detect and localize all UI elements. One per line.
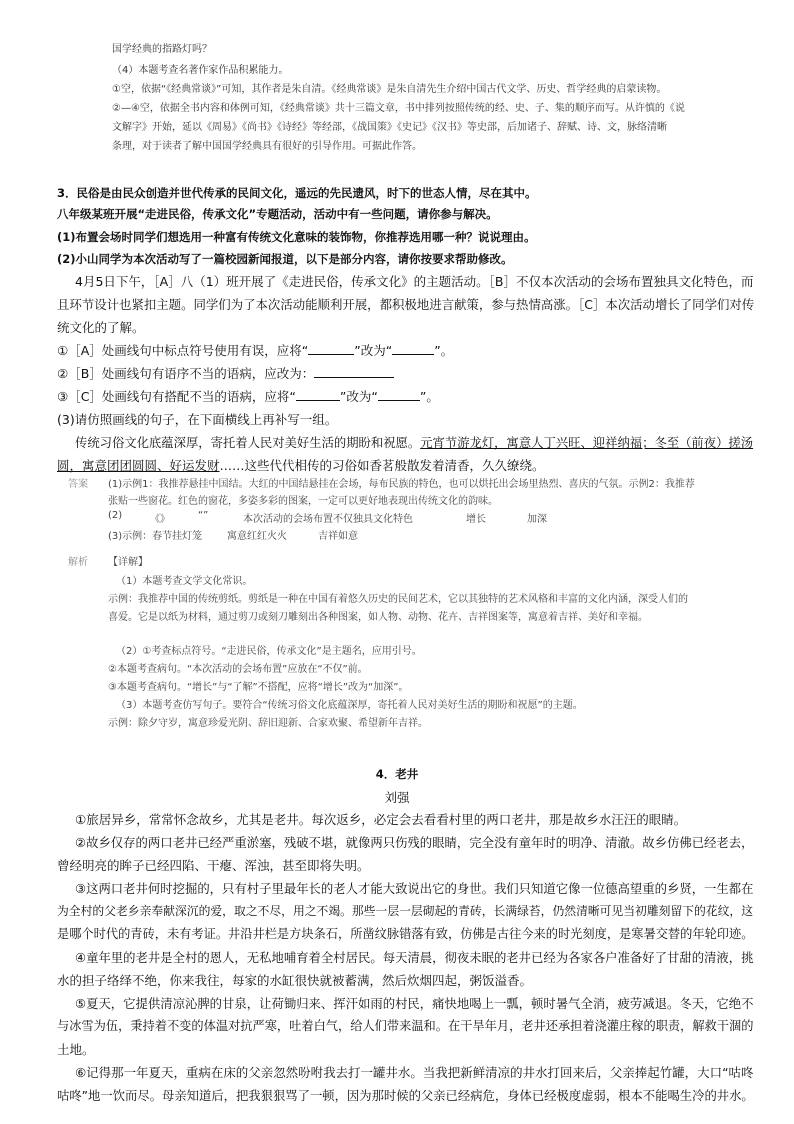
sub-question: (1)布置会场时同学们想选用一种富有传统文化意味的装饰物，你推荐选用哪一种？说说理由。 <box>57 230 536 244</box>
sub-question: (3)请仿照画线的句子，在下面横线上再补写一组。 <box>57 412 338 427</box>
analysis-line: 喜爱。它是以纸为材料，通过剪刀或刻刀雕刻出各种图案，如人物、动物、花卉、吉祥图案等，寓意着吉祥、美好和幸福。 <box>108 612 648 623</box>
text-line: ①空，依据“《经典常谈》”可知，其作者是朱自清。《经典常谈》是朱自清先生介绍中国古代文学、历史、哲学经典的启蒙读物。 <box>112 84 667 95</box>
paragraph-line: ②故乡仅存的两口老井已经严重淤塞，残破不堪，就像两只伤残的眼睛，完全没有童年时的明净、清澈。故乡仿佛已经老去， <box>75 836 754 850</box>
passage-text: ……这些代代相传的习俗如香茗般散发着清香，久久缭绕。 <box>219 458 545 473</box>
question-text: ②［B］处画线句有语序不当的语病，应改为： <box>57 366 315 381</box>
question-text: ”。 <box>434 343 454 358</box>
passage-text: 传统习俗文化底蕴深厚，寄托着人民对美好生活的期盼和祝愿。 <box>75 436 421 450</box>
text-line: 文解字》开始，延以《周易》《尚书》《诗经》等经部，《战国策》《史记》《汉书》等史部，后加诸子、辞赋、诗、文，脉络清晰 <box>112 122 667 133</box>
article-title: 4．老井 <box>375 767 419 781</box>
analysis-label: 解析 <box>68 557 88 568</box>
underlined-text: 圆，寓意团团圆圆、好运发财 <box>57 458 220 473</box>
passage-line: 4月5日下午，［A］八（1）班开展了《走进民俗，传承文化》的主题活动。［B］不仅本次活动的会场布置独具文化特色，而 <box>75 274 754 289</box>
fill-blank-question <box>57 341 453 359</box>
analysis-line: 示例：除夕守岁，寓意珍爱光阴、辞旧迎新、合家欢聚、希望新年吉祥。 <box>108 718 428 729</box>
paragraph-line: 与冰雪为伍，秉持着不变的体温对抗严寒，吐着白气，给人们带来温和。在干旱年月，老井还承担着浇灌庄稼的职责，解救干涸的 <box>57 1019 754 1033</box>
fill-blank-question <box>57 364 394 382</box>
passage-line <box>57 456 545 474</box>
paragraph-line: 为全村的父老乡亲奉献深沉的爱，取之不尽，用之不竭。那些一层一层砌起的青砖，长满绿苔，仍然清晰可见当初雕刻留下的花纹，这 <box>57 904 754 918</box>
answer-line: 寓意红红火火 <box>227 531 287 542</box>
paragraph-line: 曾经明亮的眸子已经四陷、干瘪、浑浊，甚至即将失明。 <box>57 858 370 873</box>
analysis-line: ②本题考查病句。“本次活动的会场布置”应放在“不仅”前。 <box>108 664 368 675</box>
analysis-line: 【详解】 <box>108 557 148 568</box>
answer-blank[interactable] <box>378 389 420 401</box>
paragraph-line: 是哪个时代的青砖，未有考证。井沿井栏是方块条石，所凿纹脉错落有致，仿佛是古往今来的时光刻度，是寒暑交替的年轮印迹。 <box>57 927 754 941</box>
paragraph-line: ①旅居异乡，常常怀念故乡，尤其是老井。每次返乡，必定会去看看村里的两口老井，那是故乡水汪汪的眼睛。 <box>75 812 687 827</box>
paragraph-line: 水的担子络绎不绝，你来我往，每家的水缸很快就被蓄满，然后炊烟四起，粥饭溢香。 <box>57 973 533 988</box>
answer-blank[interactable] <box>392 343 434 355</box>
answer-line: 吉祥如意 <box>318 531 358 542</box>
answer-blank[interactable] <box>314 366 394 378</box>
sub-question: (2)小山同学为本次活动写了一篇校园新闻报道，以下是部分内容，请你按要求帮助修改。 <box>57 252 513 266</box>
text-line: ②—④空，依据全书内容和体例可知，《经典常谈》共十三篇文章，书中排列按照传统的经、史、子、集的顺序而写。从许慎的《说 <box>112 103 685 114</box>
underlined-text: 元宵节游龙灯，寓意人丁兴旺、迎祥纳福；冬至（前夜）搓汤 <box>420 436 754 450</box>
answer-blank[interactable] <box>296 389 340 401</box>
text-line: 国学经典的指路灯吗？ <box>112 44 212 55</box>
answer-line: 加深 <box>527 514 547 525</box>
paragraph-line: 咕咚”地一饮而尽。母亲知道后，把我狠狠骂了一顿，因为那时候的父亲已经病危，身体已经极度虚弱，根本不能喝生冷的井水。 <box>57 1089 754 1103</box>
article-author: 刘强 <box>384 790 410 805</box>
question-stem: 3．民俗是由民众创造并世代传承的民间文化，遥远的先民遗风，时下的世态人情，尽在其中。 <box>57 186 537 200</box>
question-stem: 八年级某班开展“走进民俗，传承文化”专题活动，活动中有一些问题，请你参与解决。 <box>57 207 498 221</box>
answer-line: (3)示例：春节挂灯笼 <box>108 531 203 542</box>
answer-line: (1)示例1：我推荐悬挂中国结。大红的中国结悬挂在会场，每布民族的特色，也可以烘托出会场里热烈、喜庆的气氛。示例2：我推荐 <box>108 479 695 490</box>
question-text: ③［C］处画线句有搭配不当的语病，应将“ <box>57 389 296 404</box>
passage-line: 且环节设计也紧扣主题。同学们为了本次活动能顺利开展，都积极地进言献策，参与热情高涨。［C］本次活动增长了同学们对传 <box>57 297 755 312</box>
question-text: ”改为“ <box>354 343 393 358</box>
answer-line: 张贴一些窗花。红色的窗花，多姿多彩的图案，一定可以更好地表现出传统文化的韵味。 <box>108 496 498 507</box>
question-text: ①［A］处画线句中标点符号使用有误，应将“ <box>57 343 309 358</box>
paragraph-line: ③这两口老井何时挖掘的，只有村子里最年长的老人才能大致说出它的身世。我们只知道它像一位德高望重的乡贤，一生都在 <box>75 882 754 896</box>
answer-blank[interactable] <box>308 343 354 355</box>
analysis-line: 示例：我推荐中国的传统剪纸。剪纸是一种在中国有着悠久历史的民间艺术，它以其独特的艺术风格和丰富的文化内涵，深受人们的 <box>108 594 688 605</box>
answer-line: 增长 <box>466 514 486 525</box>
question-text: ”改为“ <box>339 389 378 404</box>
analysis-line: （3）本题考查仿写句子。要符合“传统习俗文化底蕴深厚，寄托着人民对美好生活的期盼和祝愿”的主题。 <box>116 700 583 711</box>
fill-blank-question <box>57 387 439 405</box>
answer-line: (2) <box>108 510 123 521</box>
text-line: 条理，对于读者了解中国国学经典具有很好的引导作用。可据此作答。 <box>112 141 422 152</box>
passage-line: 统文化的了解。 <box>57 320 145 335</box>
paragraph-line: ⑥记得那一年夏天，重病在床的父亲忽然吩咐我去打一罐井水。当我把新鲜清凉的井水打回来后，父亲捧起竹罐，大口“咕咚 <box>75 1065 754 1080</box>
paragraph-line: ⑤夏天，它提供清凉沁脾的甘泉，让荷锄归来、挥汗如雨的村民，痛快地喝上一瓢，顿时暑气全消，疲劳减退。冬天，它绝不 <box>75 997 754 1011</box>
answer-line: 本次活动的会场布置不仅独具文化特色 <box>243 514 413 525</box>
paragraph-line: 土地。 <box>57 1042 95 1057</box>
analysis-line: （2）①考查标点符号。“走进民俗，传承文化”是主题名，应用引号。 <box>116 646 422 657</box>
question-text: ”。 <box>419 389 439 404</box>
text-line: （4）本题考查名著作家作品积累能力。 <box>112 65 289 76</box>
answer-line: “” <box>198 510 209 521</box>
answer-label: 答案 <box>68 479 88 490</box>
answer-line: 《》 <box>150 514 170 525</box>
paragraph-line: ④童年里的老井是全村的恩人，无私地哺育着全村居民。每天清晨，彻夜未眠的老井已经为各家各户准备好了甘甜的清液，挑 <box>75 951 754 965</box>
passage-line <box>75 433 753 451</box>
analysis-line: ③本题考查病句。“增长”与“了解”不搭配，应将“增长”改为“加深”。 <box>108 682 409 693</box>
analysis-line: （1）本题考查文学文化常识。 <box>116 576 253 587</box>
